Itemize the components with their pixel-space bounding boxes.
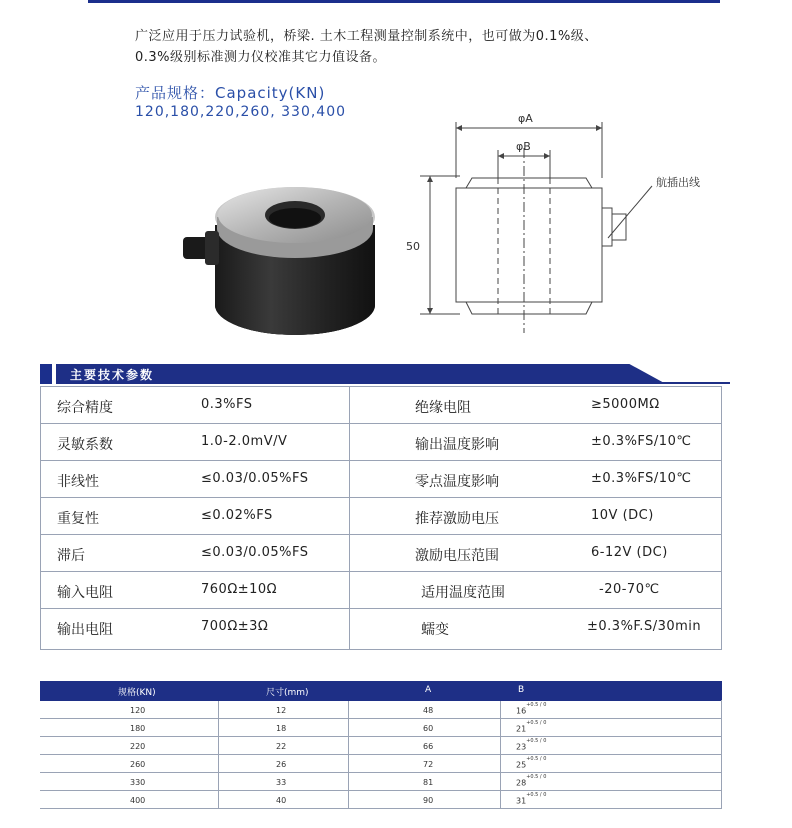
cell-a: 66: [423, 742, 434, 751]
table-row: [41, 609, 721, 646]
param-value: 760Ω±10Ω: [201, 582, 278, 597]
spec-title: 主要技术参数: [70, 368, 155, 382]
param-value: ≥5000MΩ: [591, 397, 660, 412]
table-row: [41, 572, 721, 609]
cell-b: $23^{+0.5 / 0}$: [516, 738, 547, 752]
table-row: [40, 701, 722, 719]
size-table: [40, 681, 722, 809]
param-label: 非线性: [57, 474, 99, 490]
cell-a: 48: [423, 706, 434, 715]
cell-a: 90: [423, 796, 434, 805]
header-accent: [40, 364, 52, 384]
cell-size: 12: [276, 706, 287, 715]
cell-size: 26: [276, 760, 287, 769]
table-row: [41, 535, 721, 572]
size-table-border: [721, 700, 722, 808]
param-value: ≤0.03/0.05%FS: [201, 545, 309, 560]
table-row: [40, 755, 722, 773]
param-label: 输出温度影响: [415, 437, 499, 453]
dimension-a-label: φA: [518, 112, 533, 125]
dimension-drawing: [400, 108, 730, 338]
size-table-header: [40, 681, 722, 701]
cell-spec: 400: [130, 796, 146, 805]
column-header: A: [425, 685, 432, 695]
param-label: 重复性: [57, 511, 99, 527]
param-value: 1.0-2.0mV/V: [201, 434, 288, 449]
param-value: ±0.3%FS/10℃: [591, 471, 692, 486]
table-row: [41, 424, 721, 461]
table-row: [40, 773, 722, 791]
cell-a: 72: [423, 760, 434, 769]
intro-paragraph: [135, 26, 735, 68]
cell-spec: 260: [130, 760, 146, 769]
param-label: 输出电阻: [57, 622, 113, 638]
cell-b: $25^{+0.5 / 0}$: [516, 756, 547, 770]
table-row: [41, 387, 721, 424]
height-label: 50: [406, 240, 420, 253]
load-cell-photo: [175, 165, 390, 340]
table-row: [41, 461, 721, 498]
table-row: [40, 791, 722, 809]
cell-b: $28^{+0.5 / 0}$: [516, 774, 547, 788]
param-value: 700Ω±3Ω: [201, 619, 269, 634]
capacity-label: 产品规格：Capacity(KN): [135, 84, 326, 102]
cell-spec: 180: [130, 724, 146, 733]
table-row: [40, 737, 722, 755]
cell-spec: 120: [130, 706, 146, 715]
cell-b: $16^{+0.5 / 0}$: [516, 702, 547, 716]
param-label: 灵敏系数: [57, 437, 113, 453]
param-value: -20-70℃: [599, 582, 660, 597]
param-label: 激励电压范围: [415, 548, 499, 564]
cell-spec: 220: [130, 742, 146, 751]
intro-line-1: 广泛应用于压力试验机，桥梁. 土木工程测量控制系统中，也可做为0.1%级、: [135, 29, 598, 44]
cell-size: 33: [276, 778, 287, 787]
param-label: 蠕变: [421, 622, 449, 638]
param-label: 综合精度: [57, 400, 113, 416]
param-label: 适用温度范围: [421, 585, 505, 601]
param-value: ±0.3%F.S/30min: [587, 619, 702, 634]
param-label: 输入电阻: [57, 585, 113, 601]
param-value: 6-12V (DC): [591, 545, 668, 560]
dimension-b-label: φB: [516, 140, 531, 153]
cell-size: 18: [276, 724, 287, 733]
param-value: ≤0.02%FS: [201, 508, 273, 523]
param-label: 滞后: [57, 548, 85, 564]
param-value: 0.3%FS: [201, 397, 253, 412]
param-value: ≤0.03/0.05%FS: [201, 471, 309, 486]
top-rule: [88, 0, 720, 3]
spec-section-header: [40, 364, 730, 384]
connector-label: 航插出线: [656, 176, 700, 189]
header-underline: [56, 382, 730, 384]
param-label: 零点温度影响: [415, 474, 499, 490]
cell-spec: 330: [130, 778, 146, 787]
table-row: [40, 719, 722, 737]
param-label: 绝缘电阻: [415, 400, 471, 416]
param-value: ±0.3%FS/10℃: [591, 434, 692, 449]
cell-b: $21^{+0.5 / 0}$: [516, 720, 547, 734]
param-label: 推荐激励电压: [415, 511, 499, 527]
column-header: 规格(KN): [118, 688, 156, 698]
cell-a: 60: [423, 724, 434, 733]
cell-a: 81: [423, 778, 434, 787]
cell-b: $31^{+0.5 / 0}$: [516, 792, 547, 806]
capacity-values: 120,180,220,260, 330,400: [135, 104, 347, 120]
table-row: [41, 498, 721, 535]
column-header: B: [518, 685, 525, 695]
param-value: 10V (DC): [591, 508, 654, 523]
spec-table: [40, 386, 722, 650]
cell-size: 40: [276, 796, 287, 805]
intro-line-2: 0.3%级别标准测力仪校准其它力值设备。: [135, 50, 387, 65]
column-header: 尺寸(mm): [266, 688, 309, 698]
cell-size: 22: [276, 742, 287, 751]
